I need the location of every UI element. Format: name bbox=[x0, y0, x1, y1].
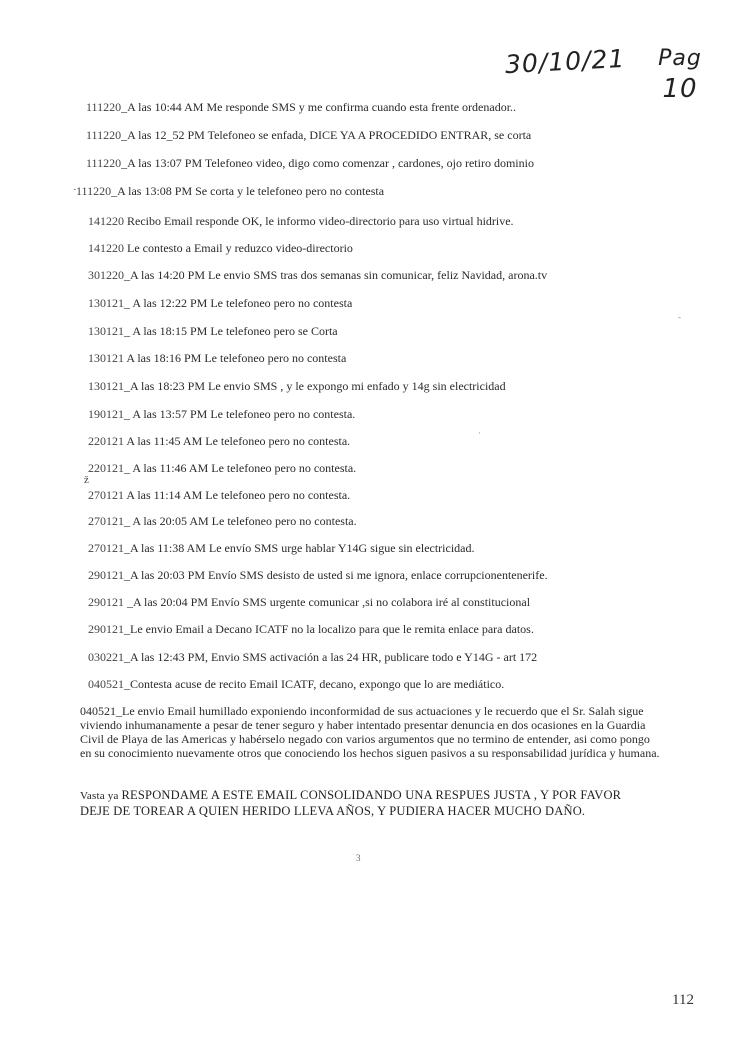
log-entry bbox=[88, 677, 504, 692]
entry-date: 270121 bbox=[88, 541, 124, 555]
entry-date: 130121 bbox=[88, 324, 124, 338]
entry-date: 141220 bbox=[88, 241, 124, 255]
email-paragraph bbox=[80, 704, 660, 760]
log-entry bbox=[88, 514, 357, 529]
log-entry bbox=[88, 461, 356, 476]
entry-text: _A las 11:38 AM Le envío SMS urge hablar Y14G sigue sin electricidad. bbox=[124, 541, 475, 555]
log-entry bbox=[88, 650, 537, 665]
entry-date: 270121 bbox=[88, 488, 124, 502]
entry-date: 290121 bbox=[88, 568, 124, 582]
entry-date: 220121 bbox=[88, 434, 124, 448]
entry-date: 111220 bbox=[76, 184, 112, 198]
entry-text: _A las 13:08 PM Se corta y le telefoneo pero no contesta bbox=[111, 184, 385, 198]
entry-text: A las 11:45 AM Le telefoneo pero no contesta. bbox=[124, 434, 351, 448]
log-entry bbox=[88, 568, 548, 583]
scan-speck: - bbox=[678, 312, 681, 322]
log-entry bbox=[88, 268, 547, 283]
entry-text: _ A las 13:57 PM Le telefoneo pero no contesta. bbox=[124, 407, 356, 421]
handwritten-page-annotation bbox=[650, 46, 710, 104]
log-entry bbox=[88, 488, 350, 503]
entry-text: _A las 14:20 PM Le envio SMS tras dos semanas sin comunicar, feliz Navidad, arona.tv bbox=[124, 268, 548, 282]
scan-mark: · bbox=[73, 184, 77, 196]
log-entry bbox=[88, 622, 534, 637]
log-entry bbox=[88, 351, 346, 366]
log-entry bbox=[86, 128, 531, 143]
log-entry bbox=[88, 324, 338, 339]
log-entry bbox=[88, 214, 514, 229]
entry-date: 111220 bbox=[86, 100, 122, 114]
log-entry bbox=[88, 379, 506, 394]
entry-text: _A las 12_52 PM Telefoneo se enfada, DICE YA A PROCEDIDO ENTRAR, se corta bbox=[121, 128, 532, 142]
handwritten-page-label: Pag bbox=[658, 46, 702, 71]
log-entry bbox=[88, 296, 352, 311]
handwritten-page-number: 10 bbox=[662, 74, 698, 104]
entry-text: _ A las 20:05 AM Le telefoneo pero no contesta. bbox=[124, 514, 357, 528]
scan-speck: · bbox=[478, 428, 481, 438]
log-entry bbox=[86, 100, 516, 115]
entry-text: _A las 10:44 AM Me responde SMS y me confirma cuando esta frente ordenador.. bbox=[121, 100, 517, 114]
log-entry bbox=[86, 156, 534, 171]
entry-text: A las 18:16 PM Le telefoneo pero no contesta bbox=[124, 351, 347, 365]
footnote-marker: 3 bbox=[356, 853, 361, 863]
paragraph-text: _Le envio Email humillado exponiendo inconformidad de sus actuaciones y le recuerdo que el Sr. Salah sigue viviendo inhumanamente a pesar de tener seguro y haber intentado presentar denuncia en dos ocasiones en la Guardia Civil de Playa de las Americas y habérselo negado con varios argumentos que no termino de entender, asi como pongo en su conocimiento nuevamente otros que conociendo los hechos siguen pasivos a su responsabilidad jurídica y humana. bbox=[80, 704, 660, 760]
entry-text: _ A las 18:15 PM Le telefoneo pero se Corta bbox=[124, 324, 338, 338]
entry-date: 111220 bbox=[86, 128, 122, 142]
entry-text: _Le envio Email a Decano ICATF no la localizo para que le remita enlace para datos. bbox=[124, 622, 534, 636]
entry-text: _A las 20:04 PM Envío SMS urgente comunicar ,si no colabora iré al constitucional bbox=[124, 595, 531, 609]
entry-date: 141220 bbox=[88, 214, 124, 228]
entry-text: _A las 12:43 PM, Envio SMS activación a las 24 HR, publicare todo e Y14G - art 172 bbox=[124, 650, 538, 664]
entry-date: 220121 bbox=[88, 461, 124, 475]
entry-text: Le contesto a Email y reduzco video-directorio bbox=[124, 241, 353, 255]
entry-text: _A las 13:07 PM Telefoneo video, digo como comenzar , cardones, ojo retiro dominio bbox=[121, 156, 534, 170]
closing-lead: Vasta ya bbox=[80, 790, 122, 802]
paragraph-date: 040521 bbox=[80, 704, 116, 718]
entry-date: 130121 bbox=[88, 379, 124, 393]
entry-text: _A las 18:23 PM Le envio SMS , y le expongo mi enfado y 14g sin electricidad bbox=[124, 379, 506, 393]
entry-text: _Contesta acuse de recito Email ICATF, decano, expongo que lo are mediático. bbox=[124, 677, 505, 691]
entry-date: 111220 bbox=[86, 156, 122, 170]
page-number: 112 bbox=[672, 992, 694, 1008]
entry-date: 301220 bbox=[88, 268, 124, 282]
log-entry bbox=[88, 541, 475, 556]
closing-text: RESPONDAME A ESTE EMAIL CONSOLIDANDO UNA RESPUES JUSTA , Y POR FAVOR DEJE DE TOREAR A QUIEN HERIDO LLEVA AÑOS, Y PUDIERA HACER MUCHO DAÑO. bbox=[80, 788, 622, 818]
log-entry bbox=[88, 241, 353, 256]
log-entry bbox=[88, 434, 350, 449]
handwritten-date: 30/10/21 bbox=[504, 43, 626, 80]
entry-text: Recibo Email responde OK, le informo video-directorio para uso virtual hidrive. bbox=[124, 214, 514, 228]
entry-date: 190121 bbox=[88, 407, 124, 421]
log-entry bbox=[88, 595, 530, 610]
entry-text: _ A las 11:46 AM Le telefoneo pero no contesta. bbox=[124, 461, 357, 475]
entry-date: 130121 bbox=[88, 351, 124, 365]
scan-mark: ž bbox=[84, 474, 89, 486]
entry-date: 290121 bbox=[88, 595, 124, 609]
entry-date: 270121 bbox=[88, 514, 124, 528]
closing-statement bbox=[80, 788, 650, 819]
entry-date: 030221 bbox=[88, 650, 124, 664]
entry-text: A las 11:14 AM Le telefoneo pero no contesta. bbox=[124, 488, 351, 502]
entry-date: 040521 bbox=[88, 677, 124, 691]
entry-date: 290121 bbox=[88, 622, 124, 636]
entry-text: _ A las 12:22 PM Le telefoneo pero no contesta bbox=[124, 296, 353, 310]
log-entry bbox=[88, 407, 355, 422]
log-entry bbox=[76, 184, 384, 199]
entry-date: 130121 bbox=[88, 296, 124, 310]
entry-text: _A las 20:03 PM Envío SMS desisto de usted si me ignora, enlace corrupcionentenerife. bbox=[124, 568, 548, 582]
